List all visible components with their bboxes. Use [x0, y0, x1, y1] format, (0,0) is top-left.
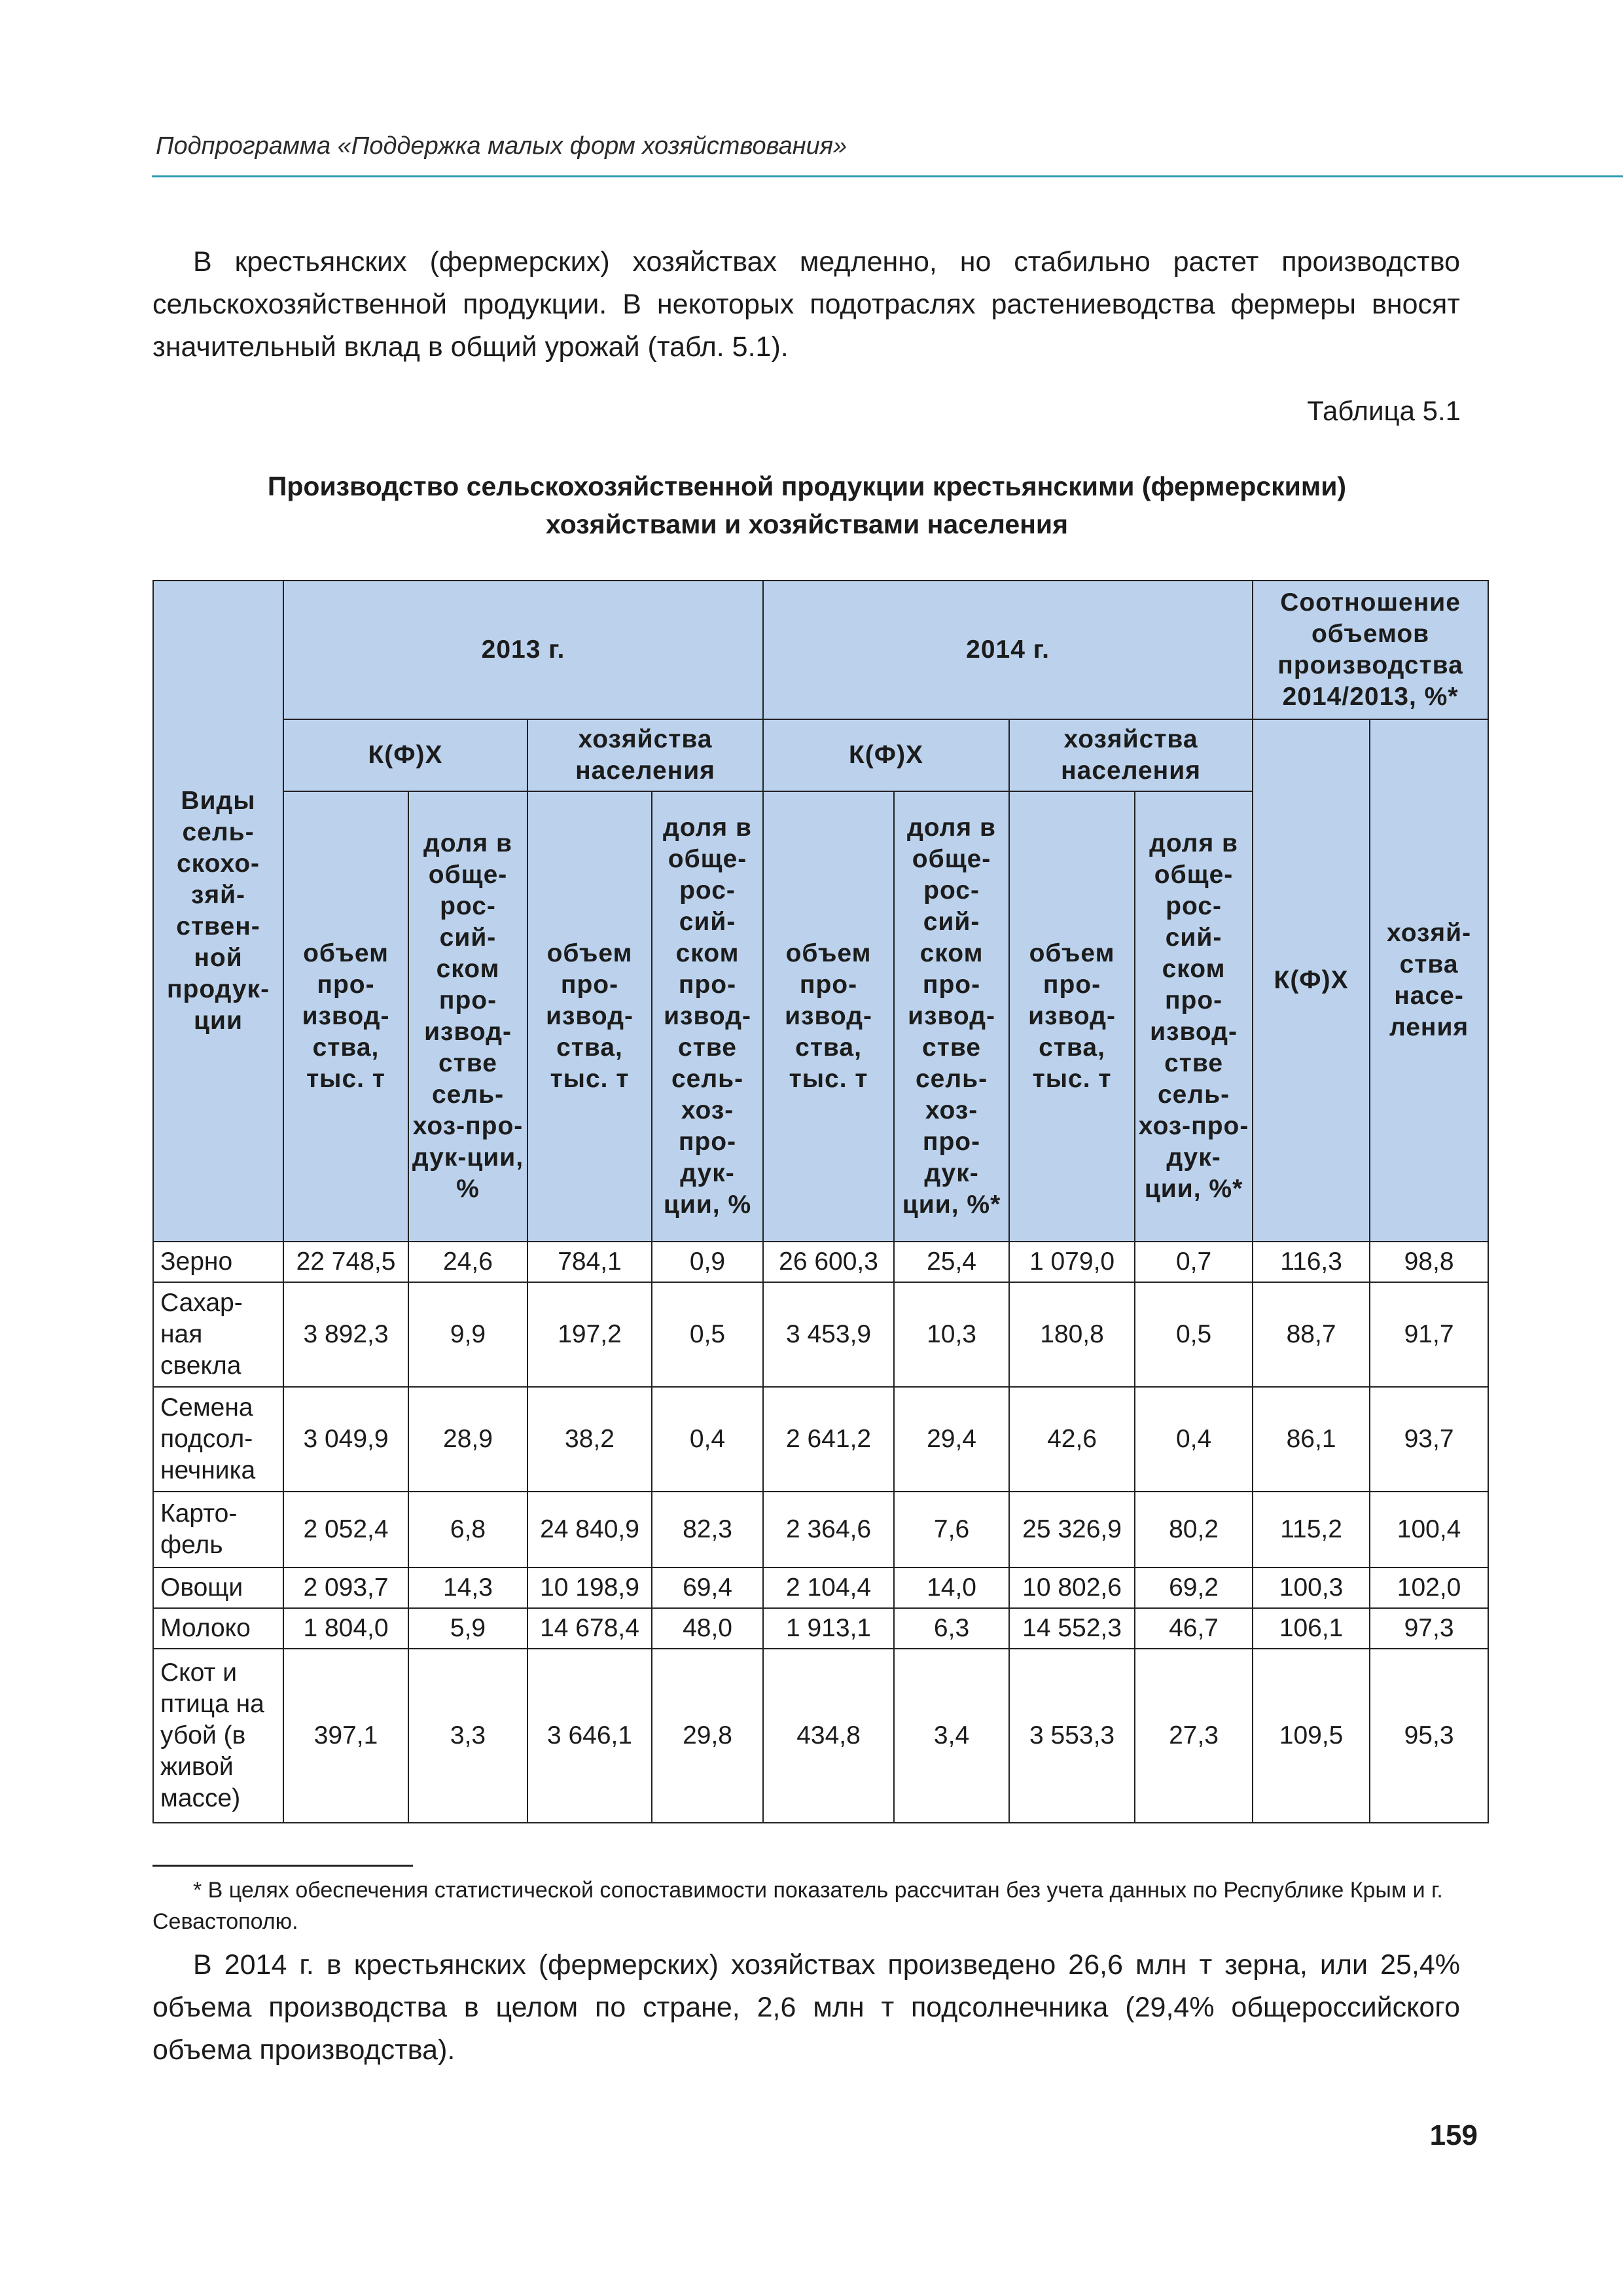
- table-cell: 9,9: [408, 1282, 527, 1387]
- table-cell: 95,3: [1370, 1649, 1488, 1823]
- row-label: Овощи: [153, 1568, 283, 1608]
- header-2013-kfh-share: доля в обще-рос-сий-ском про-извод-стве сель-хоз-про-дук-ции, %: [408, 791, 527, 1242]
- table-cell: 24,6: [408, 1242, 527, 1282]
- table-cell: 24 840,9: [527, 1492, 652, 1568]
- table-cell: 93,7: [1370, 1387, 1488, 1492]
- table-cell: 3 892,3: [283, 1282, 408, 1387]
- running-header: Подпрограмма «Поддержка малых форм хозяйствования»: [156, 132, 847, 160]
- table-cell: 14,3: [408, 1568, 527, 1608]
- table-row: [153, 1492, 1488, 1568]
- row-label: Скот и птица на убой (в живой массе): [153, 1649, 283, 1823]
- row-label: Зерно: [153, 1242, 283, 1282]
- table-cell: 0,5: [1135, 1282, 1253, 1387]
- table-cell: 1 913,1: [763, 1608, 894, 1649]
- table-cell: 3 049,9: [283, 1387, 408, 1492]
- table-cell: 0,9: [652, 1242, 763, 1282]
- table-row: [153, 1282, 1488, 1387]
- table-cell: 5,9: [408, 1608, 527, 1649]
- intro-paragraph-text: В крестьянских (фермерских) хозяйствах медленно, но стабильно растет производство сельскохозяйственной продукции. В некоторых подотраслях растениеводства фермеры вносят значительный вклад в общий урожай (табл. 5.1).: [152, 246, 1460, 363]
- table-cell: 91,7: [1370, 1282, 1488, 1387]
- table-cell: 397,1: [283, 1649, 408, 1823]
- header-2014-hh-share: доля в обще-рос-сий-ском про-извод-стве сель-хоз-про-дук-ции, %*: [1135, 791, 1253, 1242]
- table-cell: 180,8: [1009, 1282, 1135, 1387]
- header-rule: [152, 175, 1623, 177]
- table-cell: 14 678,4: [527, 1608, 652, 1649]
- table-cell: 2 093,7: [283, 1568, 408, 1608]
- header-2014-kfh: К(Ф)Х: [763, 719, 1009, 791]
- row-label: Сахар-ная свекла: [153, 1282, 283, 1387]
- table-cell: 1 079,0: [1009, 1242, 1135, 1282]
- table-cell: 100,3: [1253, 1568, 1370, 1608]
- table-cell: 6,3: [894, 1608, 1009, 1649]
- table-cell: 784,1: [527, 1242, 652, 1282]
- header-2013-kfh-volume: объем про-извод-ства, тыс. т: [283, 791, 408, 1242]
- table-cell: 3 453,9: [763, 1282, 894, 1387]
- table-cell: 116,3: [1253, 1242, 1370, 1282]
- table-cell: 0,4: [1135, 1387, 1253, 1492]
- table-cell: 46,7: [1135, 1608, 1253, 1649]
- table-cell: 197,2: [527, 1282, 652, 1387]
- table-cell: 29,8: [652, 1649, 763, 1823]
- header-2014-hh-volume: объем про-извод-ства, тыс. т: [1009, 791, 1135, 1242]
- table-cell: 0,7: [1135, 1242, 1253, 1282]
- header-2013-households: хозяйства населения: [527, 719, 763, 791]
- footnote-text: * В целях обеспечения статистической сопоставимости показатель рассчитан без учета данных по Республике Крым и г. Севастополю.: [152, 1878, 1443, 1934]
- table-cell: 27,3: [1135, 1649, 1253, 1823]
- table-cell: 106,1: [1253, 1608, 1370, 1649]
- closing-paragraph: [152, 1944, 1460, 2072]
- table-cell: 48,0: [652, 1608, 763, 1649]
- table-label: Таблица 5.1: [1307, 395, 1461, 426]
- table-title-line-2: хозяйствами и хозяйствами населения: [545, 509, 1069, 539]
- table-row: [153, 1649, 1488, 1823]
- table-title: [152, 467, 1461, 543]
- header-2013-hh-volume: объем про-извод-ства, тыс. т: [527, 791, 652, 1242]
- table-cell: 69,2: [1135, 1568, 1253, 1608]
- table-cell: 1 804,0: [283, 1608, 408, 1649]
- table-cell: 100,4: [1370, 1492, 1488, 1568]
- table-cell: 10,3: [894, 1282, 1009, 1387]
- page-number: 159: [1429, 2119, 1478, 2151]
- table-cell: 69,4: [652, 1568, 763, 1608]
- table-cell: 0,5: [652, 1282, 763, 1387]
- table-cell: 2 052,4: [283, 1492, 408, 1568]
- header-product: Виды сель-скохо-зяй-ствен-ной продук-ции: [153, 581, 283, 1242]
- table-cell: 109,5: [1253, 1649, 1370, 1823]
- row-label: Молоко: [153, 1608, 283, 1649]
- production-table: [152, 580, 1489, 1823]
- row-label: Семена подсол-нечника: [153, 1387, 283, 1492]
- table-cell: 10 198,9: [527, 1568, 652, 1608]
- table-cell: 14,0: [894, 1568, 1009, 1608]
- header-year-2013: 2013 г.: [283, 581, 763, 719]
- table-cell: 3 646,1: [527, 1649, 652, 1823]
- table-cell: 42,6: [1009, 1387, 1135, 1492]
- intro-paragraph: [152, 241, 1460, 368]
- footnote-rule: [152, 1865, 413, 1867]
- header-2013-kfh: К(Ф)Х: [283, 719, 527, 791]
- table-cell: 6,8: [408, 1492, 527, 1568]
- table-cell: 7,6: [894, 1492, 1009, 1568]
- table-cell: 434,8: [763, 1649, 894, 1823]
- table-cell: 2 104,4: [763, 1568, 894, 1608]
- table-cell: 115,2: [1253, 1492, 1370, 1568]
- header-ratio: Соотношение объемов производства 2014/2013, %*: [1253, 581, 1488, 719]
- table-cell: 25 326,9: [1009, 1492, 1135, 1568]
- header-2013-hh-share: доля в обще-рос-сий-ском про-извод-стве сель-хоз-про-дук-ции, %: [652, 791, 763, 1242]
- table-cell: 14 552,3: [1009, 1608, 1135, 1649]
- table-cell: 2 364,6: [763, 1492, 894, 1568]
- table-cell: 80,2: [1135, 1492, 1253, 1568]
- table-row: [153, 1242, 1488, 1282]
- table-cell: 3,3: [408, 1649, 527, 1823]
- table-row: [153, 1568, 1488, 1608]
- table-cell: 2 641,2: [763, 1387, 894, 1492]
- table-title-line-1: Производство сельскохозяйственной продукции крестьянскими (фермерскими): [267, 471, 1347, 501]
- table-cell: 86,1: [1253, 1387, 1370, 1492]
- table-cell: 22 748,5: [283, 1242, 408, 1282]
- table-cell: 10 802,6: [1009, 1568, 1135, 1608]
- header-ratio-households: хозяй-ства насе-ления: [1370, 719, 1488, 1242]
- header-2014-kfh-volume: объем про-извод-ства, тыс. т: [763, 791, 894, 1242]
- table-cell: 3,4: [894, 1649, 1009, 1823]
- table-cell: 88,7: [1253, 1282, 1370, 1387]
- table-cell: 102,0: [1370, 1568, 1488, 1608]
- table-cell: 38,2: [527, 1387, 652, 1492]
- row-label: Карто-фель: [153, 1492, 283, 1568]
- table-cell: 82,3: [652, 1492, 763, 1568]
- footnote: [152, 1874, 1458, 1937]
- table-cell: 98,8: [1370, 1242, 1488, 1282]
- table-row: [153, 1608, 1488, 1649]
- table-cell: 0,4: [652, 1387, 763, 1492]
- header-year-2014: 2014 г.: [763, 581, 1253, 719]
- table-row: [153, 1387, 1488, 1492]
- table-cell: 25,4: [894, 1242, 1009, 1282]
- table-cell: 28,9: [408, 1387, 527, 1492]
- header-ratio-kfh: К(Ф)Х: [1253, 719, 1370, 1242]
- closing-paragraph-text: В 2014 г. в крестьянских (фермерских) хозяйствах произведено 26,6 млн т зерна, или 25,4% объема производства в целом по стране, 2,6 млн т подсолнечника (29,4% общероссийского объема производства).: [152, 1949, 1460, 2066]
- header-2014-households: хозяйства населения: [1009, 719, 1253, 791]
- table-cell: 26 600,3: [763, 1242, 894, 1282]
- table-cell: 3 553,3: [1009, 1649, 1135, 1823]
- table-cell: 29,4: [894, 1387, 1009, 1492]
- table-cell: 97,3: [1370, 1608, 1488, 1649]
- header-2014-kfh-share: доля в обще-рос-сий-ском про-извод-стве сель-хоз-про-дук-ции, %*: [894, 791, 1009, 1242]
